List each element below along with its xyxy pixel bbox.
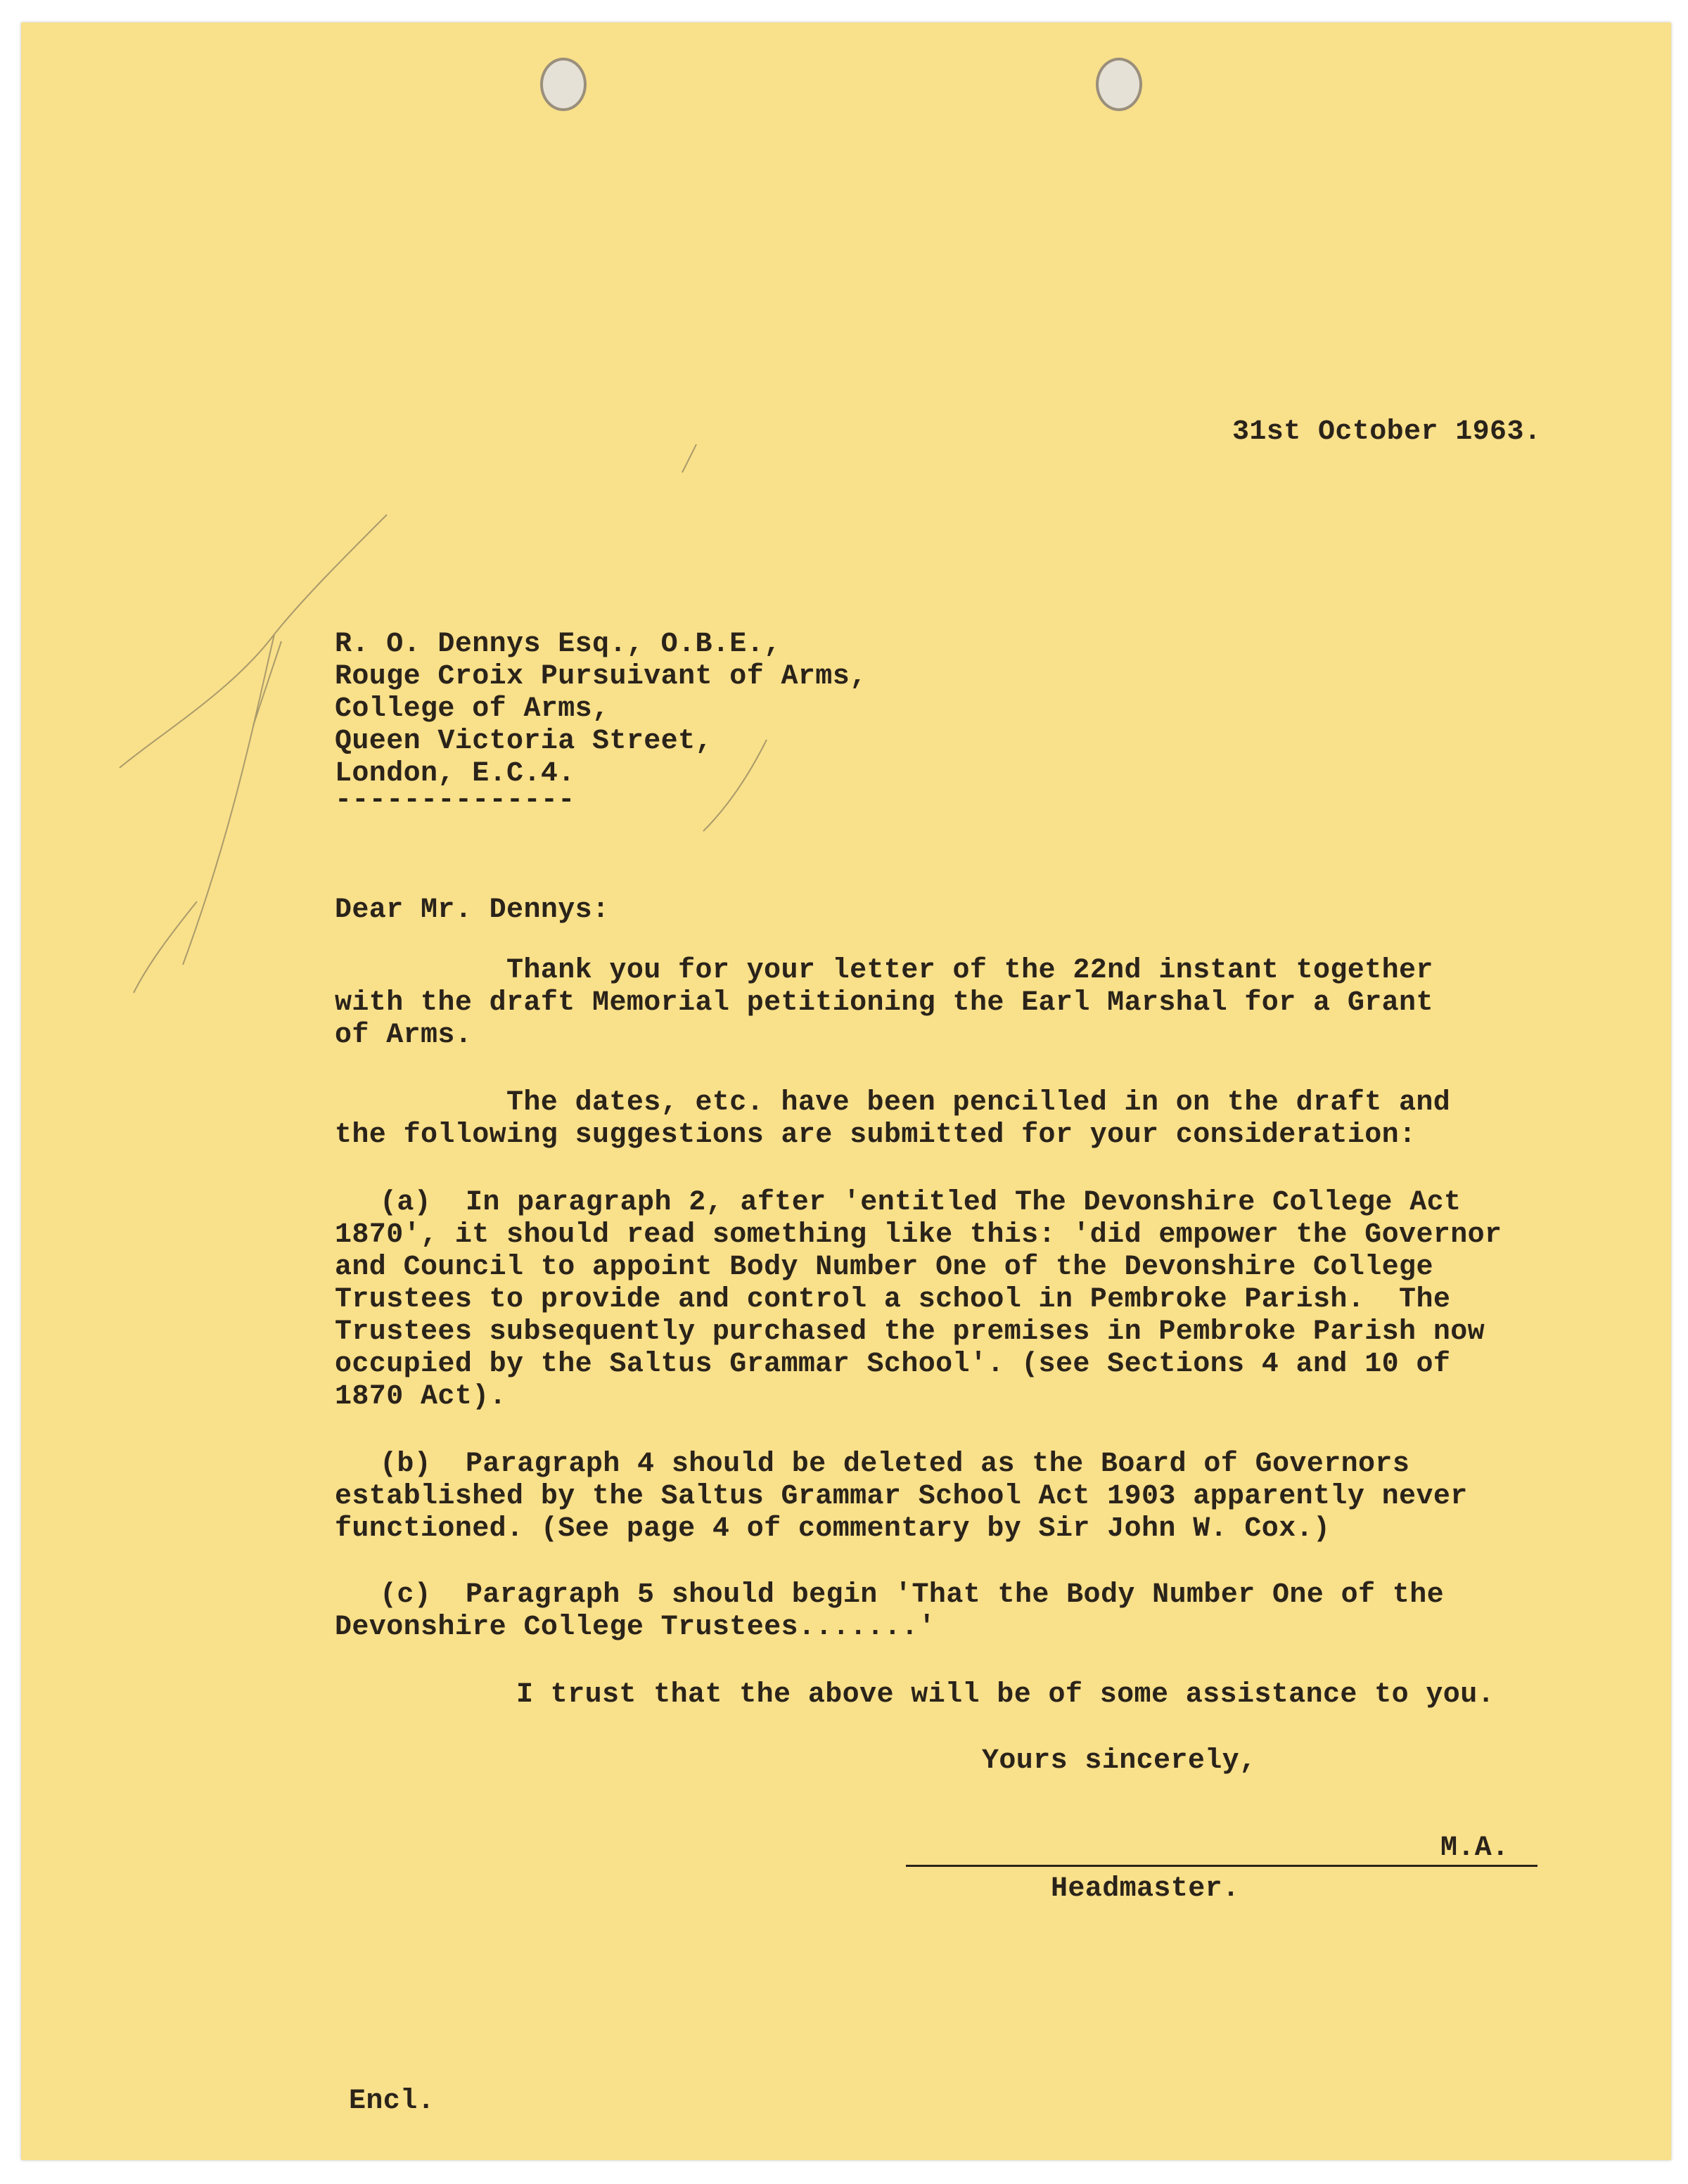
complimentary-close: Yours sincerely, [982,1745,1257,1777]
punch-hole-right [1096,58,1142,111]
signature-suffix: M.A. [1440,1832,1509,1864]
body-line: The dates, etc. have been pencilled in on the draft and [506,1087,1451,1119]
punch-hole-left [540,58,587,111]
address-line: College of Arms, [335,693,610,725]
body-line: the following suggestions are submitted for your consideration: [335,1119,1417,1151]
closing-paragraph: I trust that the above will be of some assistance to you. [516,1679,1495,1711]
body-line: Trustees subsequently purchased the premises in Pembroke Parish now [335,1316,1485,1348]
body-line: (b) Paragraph 4 should be deleted as the Board of Governors [380,1448,1410,1480]
body-line: (a) In paragraph 2, after 'entitled The Devonshire College Act [380,1187,1462,1219]
body-line: 1870', it should read something like this: 'did empower the Governor [335,1219,1502,1251]
body-line: Trustees to provide and control a school in Pembroke Parish. The [335,1284,1451,1316]
address-line: London, E.C.4. [335,758,575,790]
salutation: Dear Mr. Dennys: [335,894,610,926]
body-line: Devonshire College Trustees.......' [335,1612,936,1643]
enclosure-note: Encl. [349,2086,435,2117]
letter-page [21,23,1671,2160]
body-line: and Council to appoint Body Number One of the Devonshire College [335,1252,1433,1283]
body-line: (c) Paragraph 5 should begin 'That the Body Number One of the [380,1579,1445,1611]
body-line: functioned. (See page 4 of commentary by Sir John W. Cox.) [335,1513,1331,1545]
body-line: with the draft Memorial petitioning the Earl Marshal for a Grant [335,987,1433,1019]
body-line: Thank you for your letter of the 22nd instant together [506,955,1433,987]
body-line: established by the Saltus Grammar School Act 1903 apparently never [335,1481,1468,1512]
signature-line [906,1865,1537,1867]
address-rule: -------------- [335,785,575,816]
body-line: 1870 Act). [335,1381,507,1413]
body-line: of Arms. [335,1020,473,1051]
address-line: R. O. Dennys Esq., O.B.E., [335,629,781,660]
letter-date: 31st October 1963. [1232,416,1542,448]
signatory-title: Headmaster. [1051,1873,1240,1905]
body-line: occupied by the Saltus Grammar School'. (see Sections 4 and 10 of [335,1349,1451,1380]
address-line: Queen Victoria Street, [335,726,712,757]
address-line: Rouge Croix Pursuivant of Arms, [335,661,867,693]
